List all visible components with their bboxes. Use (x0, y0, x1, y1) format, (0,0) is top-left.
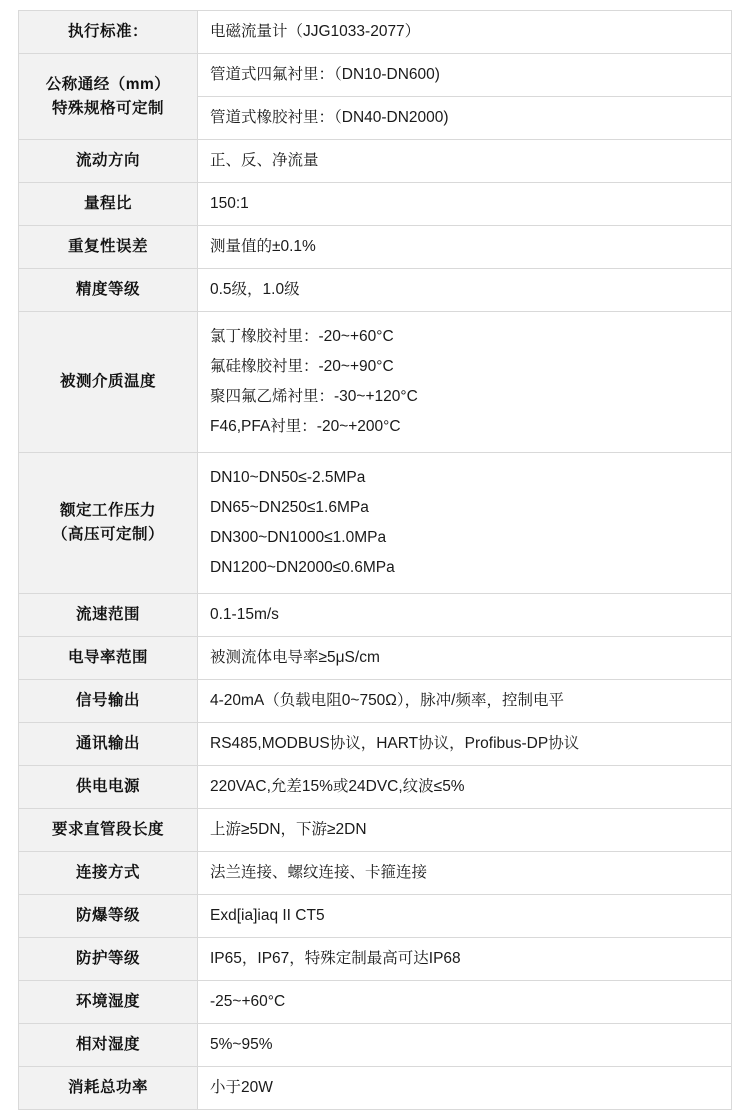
row-label (19, 312, 198, 453)
row-value (198, 981, 732, 1024)
row-label-line: 被测介质温度 (59, 373, 156, 391)
table-row (19, 54, 732, 97)
row-value (198, 183, 732, 226)
row-value-line: -25~+60°C (210, 993, 286, 1011)
row-value-line: 150:1 (210, 195, 249, 213)
table-row (19, 594, 732, 637)
row-value (198, 852, 732, 895)
table-row (19, 1024, 732, 1067)
row-value-line: 正、反、净流量 (210, 152, 319, 170)
row-label (19, 183, 198, 226)
table-row (19, 895, 732, 938)
row-label-line: 公称通经（mm） (45, 75, 171, 93)
row-value-line: 上游≥5DN，下游≥2DN (210, 821, 367, 839)
row-value (198, 637, 732, 680)
row-label-line: 电导率范围 (67, 649, 148, 667)
row-label-line: 量程比 (83, 195, 132, 213)
row-label (19, 54, 198, 140)
row-value-line: Exd[ia]iaq II CT5 (210, 907, 325, 925)
row-label (19, 938, 198, 981)
row-label-line: 消耗总功率 (67, 1079, 148, 1097)
table-row (19, 680, 732, 723)
row-label-line: 供电电源 (75, 778, 140, 796)
row-label (19, 269, 198, 312)
row-value (198, 1067, 732, 1110)
row-value (198, 680, 732, 723)
row-value (198, 766, 732, 809)
row-value-line: 聚四氟乙烯衬里：-30~+120°C (210, 388, 418, 406)
row-value-line: IP65，IP67，特殊定制最高可达IP68 (210, 950, 461, 968)
row-label-line: 信号输出 (75, 692, 140, 710)
table-row (19, 981, 732, 1024)
row-label-line: 重复性误差 (67, 238, 148, 256)
table-row (19, 226, 732, 269)
specification-table (18, 10, 732, 1110)
row-value (198, 723, 732, 766)
row-value-line: 5%~95% (210, 1036, 273, 1054)
row-label-line: 防护等级 (75, 950, 140, 968)
row-label (19, 11, 198, 54)
row-value (198, 11, 732, 54)
row-label (19, 453, 198, 594)
row-value-line: 氟硅橡胶衬里：-20~+90°C (210, 358, 394, 376)
row-label (19, 895, 198, 938)
row-label (19, 680, 198, 723)
table-row (19, 453, 732, 594)
row-label-line: 环境湿度 (75, 993, 140, 1011)
row-value-line: DN65~DN250≤1.6MPa (210, 499, 369, 517)
row-value (198, 895, 732, 938)
row-value (198, 453, 732, 594)
row-label-line: （高压可定制） (51, 526, 164, 544)
table-row (19, 723, 732, 766)
row-label (19, 809, 198, 852)
row-label-line: 防爆等级 (75, 907, 140, 925)
table-row (19, 809, 732, 852)
row-value-line: 0.1-15m/s (210, 606, 279, 624)
row-value-line: 管道式橡胶衬里：（DN40-DN2000) (210, 109, 449, 127)
row-value (198, 54, 732, 97)
table-row (19, 766, 732, 809)
row-value-line: F46,PFA衬里：-20~+200°C (210, 418, 401, 436)
row-label (19, 852, 198, 895)
row-value (198, 594, 732, 637)
row-label (19, 637, 198, 680)
table-row (19, 269, 732, 312)
row-label (19, 723, 198, 766)
row-value-line: 测量值的±0.1% (210, 238, 316, 256)
row-value-line: DN10~DN50≤-2.5MPa (210, 469, 366, 487)
row-value (198, 312, 732, 453)
table-row (19, 852, 732, 895)
row-value-line: 法兰连接、螺纹连接、卡箍连接 (210, 864, 428, 882)
row-label-line: 特殊规格可定制 (51, 99, 164, 117)
row-value-line: 氯丁橡胶衬里：-20~+60°C (210, 328, 394, 346)
row-value-line: 4-20mA（负载电阻0~750Ω），脉冲/频率，控制电平 (210, 692, 564, 710)
row-label (19, 981, 198, 1024)
table-row (19, 11, 732, 54)
row-value-line: 0.5级，1.0级 (210, 281, 300, 299)
table-row (19, 637, 732, 680)
row-value-line: DN1200~DN2000≤0.6MPa (210, 559, 395, 577)
row-value (198, 1024, 732, 1067)
row-value (198, 938, 732, 981)
row-label (19, 226, 198, 269)
row-label-line: 额定工作压力 (59, 502, 156, 520)
row-label (19, 140, 198, 183)
row-value-line: RS485,MODBUS协议，HART协议，Profibus-DP协议 (210, 735, 580, 753)
row-label (19, 1067, 198, 1110)
row-label-line: 相对湿度 (75, 1036, 140, 1054)
row-label (19, 766, 198, 809)
row-label-line: 精度等级 (75, 281, 140, 299)
table-row (19, 312, 732, 453)
row-value-line: DN300~DN1000≤1.0MPa (210, 529, 387, 547)
row-value-line: 被测流体电导率≥5μS/cm (210, 649, 380, 667)
row-label-line: 连接方式 (75, 864, 140, 882)
row-label-line: 通讯输出 (75, 735, 140, 753)
row-value-line: 220VAC,允差15%或24DVC,纹波≤5% (210, 778, 465, 796)
row-value-line: 小于20W (210, 1079, 273, 1097)
specification-table-body (19, 11, 732, 1110)
row-value-line: 电磁流量计（JJG1033-2077） (210, 23, 421, 40)
row-label (19, 594, 198, 637)
row-label-line: 要求直管段长度 (51, 821, 164, 839)
row-label (19, 1024, 198, 1067)
table-row (19, 1067, 732, 1110)
table-row (19, 140, 732, 183)
row-value (198, 97, 732, 140)
table-row (19, 938, 732, 981)
row-label-line: 执行标准： (67, 23, 148, 40)
row-label-line: 流速范围 (75, 606, 140, 624)
table-row (19, 183, 732, 226)
row-value (198, 809, 732, 852)
row-value (198, 140, 732, 183)
row-value (198, 269, 732, 312)
row-value-line: 管道式四氟衬里：（DN10-DN600) (210, 66, 440, 84)
row-value (198, 226, 732, 269)
row-label-line: 流动方向 (75, 152, 140, 170)
